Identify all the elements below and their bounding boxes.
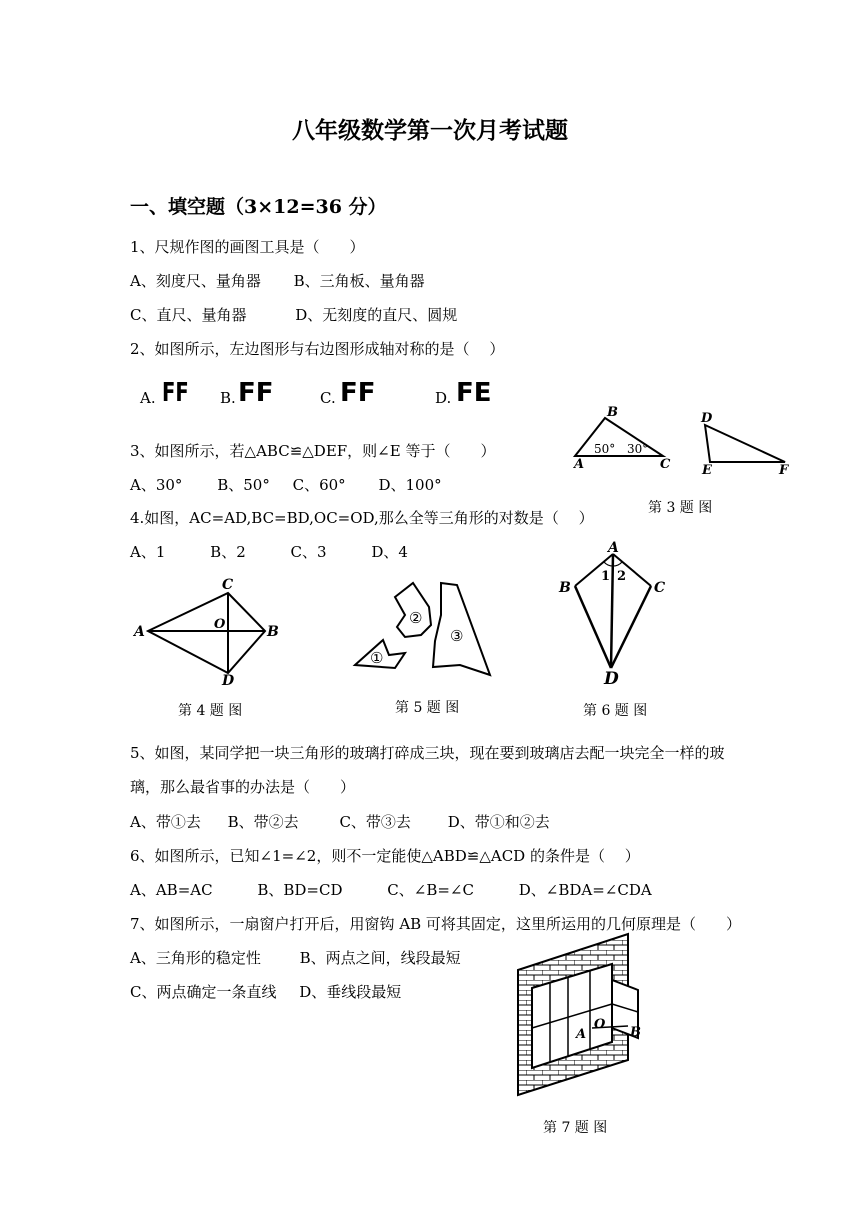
- q6-figure: [555, 540, 675, 690]
- q3-figure: [560, 400, 800, 490]
- q1-option-c: C、直尺、量角器: [130, 306, 247, 324]
- q7-option-b: B、两点之间，线段最短: [299, 949, 461, 967]
- q5-stem-line1: 5、如图，某同学把一块三角形的玻璃打碎成三块，现在要到玻璃店去配一块完全一样的玻: [130, 744, 725, 762]
- q3-option-a: A、30°: [130, 476, 183, 494]
- label-d: D: [604, 669, 619, 689]
- q6-option-b: B、BD=CD: [257, 881, 343, 899]
- label-a: A: [574, 457, 585, 472]
- q2-option-b-glyph: FF: [238, 378, 274, 408]
- label-c: C: [654, 580, 666, 596]
- q4-caption: 第 4 题 图: [178, 703, 243, 719]
- q1-options-row1: [130, 270, 425, 291]
- q7-options-row1: [130, 947, 461, 968]
- q4-option-d: D、4: [371, 543, 408, 561]
- q7-caption: 第 7 题 图: [543, 1120, 608, 1136]
- q1-stem: 1、尺规作图的画图工具是（ ）: [130, 238, 365, 256]
- angle-a-label: 50°: [594, 442, 616, 456]
- label-d: D: [701, 411, 713, 426]
- angle-c-label: 30°: [627, 442, 649, 456]
- triangle-def: [705, 425, 785, 462]
- q5-options: [130, 811, 550, 832]
- q7-stem: 7、如图所示，一扇窗户打开后，用窗钩 AB 可将其固定，这里所运用的几何原理是（ ）: [130, 915, 741, 933]
- q1-option-a: A、刻度尺、量角器: [130, 272, 261, 290]
- piece-3-label: ③: [450, 627, 464, 645]
- triangle-abc: [575, 418, 663, 456]
- segment-cd: [611, 586, 651, 668]
- q3-caption: 第 3 题 图: [648, 500, 713, 516]
- label-a: A: [576, 1027, 587, 1042]
- q1-options-row2: [130, 304, 457, 325]
- q2-option-c-glyph: FF: [340, 378, 376, 408]
- label-b: B: [267, 624, 279, 640]
- label-o: O: [594, 1017, 606, 1032]
- q6-options: [130, 879, 652, 900]
- q5-figure: [345, 575, 505, 690]
- q4-options: [130, 541, 408, 562]
- q5-caption: 第 5 题 图: [395, 700, 460, 716]
- q7-option-d: D、垂线段最短: [299, 983, 402, 1001]
- q3-option-c: C、60°: [292, 476, 346, 494]
- q2-option-b-label: B.: [220, 389, 236, 407]
- piece-2-label: ②: [409, 609, 423, 627]
- label-b: B: [607, 405, 618, 420]
- label-a: A: [134, 624, 145, 640]
- q4-stem: 4.如图，AC=AD,BC=BD,OC=OD,那么全等三角形的对数是（ ）: [130, 509, 594, 527]
- label-b: B: [630, 1025, 641, 1040]
- q2-stem: 2、如图所示，左边图形与右边图形成轴对称的是（ ）: [130, 340, 505, 358]
- label-o: O: [214, 617, 226, 632]
- q1-option-b: B、三角板、量角器: [293, 272, 425, 290]
- piece-1-label: ①: [370, 649, 384, 667]
- q7-option-c: C、两点确定一条直线: [130, 983, 277, 1001]
- q5-option-b: B、带②去: [227, 813, 299, 831]
- q2-option-a-label: A.: [140, 389, 156, 407]
- q6-option-c: C、∠B=∠C: [387, 881, 474, 899]
- segment-ad: [611, 554, 613, 668]
- angle-1-label: 1: [601, 569, 611, 584]
- quadrilateral-acbd: [148, 593, 265, 673]
- q2-option-c-label: C.: [320, 389, 336, 407]
- q5-option-a: A、带①去: [130, 813, 201, 831]
- label-d: D: [222, 673, 235, 689]
- q7-option-a: A、三角形的稳定性: [130, 949, 261, 967]
- q7-figure: [510, 930, 650, 1100]
- q5-option-c: C、带③去: [339, 813, 411, 831]
- label-e: E: [702, 463, 712, 478]
- q3-options: [130, 474, 442, 495]
- q3-option-b: B、50°: [217, 476, 270, 494]
- q1-option-d: D、无刻度的直尺、圆规: [295, 306, 458, 324]
- q4-option-a: A、1: [130, 543, 166, 561]
- label-c: C: [222, 577, 234, 593]
- section-heading: 一、填空题（3×12=36 分）: [130, 196, 387, 218]
- segment-bd: [575, 586, 611, 668]
- q6-option-d: D、∠BDA=∠CDA: [518, 881, 652, 899]
- q6-stem: 6、如图所示，已知∠1=∠2，则不一定能使△ABD≌△ACD 的条件是（ ）: [130, 847, 640, 865]
- page-title: 八年级数学第一次月考试题: [292, 117, 568, 144]
- q2-option-d-label: D.: [435, 389, 452, 407]
- label-c: C: [660, 457, 671, 472]
- q4-option-b: B、2: [210, 543, 246, 561]
- q4-figure: [130, 575, 290, 690]
- label-f: F: [779, 463, 789, 478]
- q5-stem-line2: 璃，那么最省事的办法是（ ）: [130, 778, 356, 796]
- q4-option-c: C、3: [290, 543, 327, 561]
- q2-option-d-glyph: FE: [456, 378, 492, 408]
- q6-option-a: A、AB=AC: [130, 881, 213, 899]
- q6-caption: 第 6 题 图: [583, 703, 648, 719]
- angle-2-label: 2: [617, 569, 627, 584]
- label-a: A: [608, 540, 619, 556]
- q3-stem: 3、如图所示，若△ABC≌△DEF，则∠E 等于（ ）: [130, 442, 496, 460]
- q7-options-row2: [130, 981, 401, 1002]
- label-b: B: [559, 580, 571, 596]
- q5-option-d: D、带①和②去: [447, 813, 550, 831]
- q2-option-a-glyph: FF: [162, 378, 189, 408]
- q3-option-d: D、100°: [378, 476, 442, 494]
